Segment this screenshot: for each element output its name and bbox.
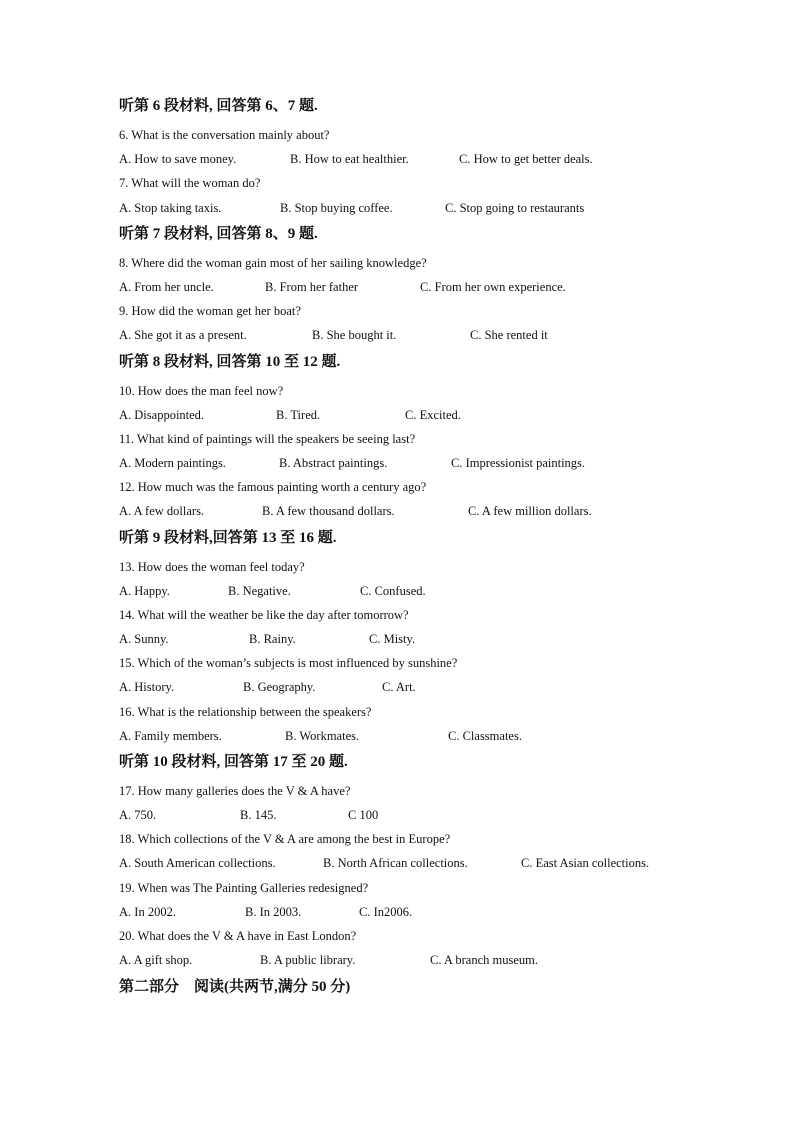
question-20: 20. What does the V & A have in East London? (119, 929, 357, 943)
question-9: 9. How did the woman get her boat? (119, 304, 301, 318)
option-c: C. From her own experience. (420, 280, 566, 294)
option-c: C. Misty. (369, 632, 416, 646)
question-19: 19. When was The Painting Galleries redesigned? (119, 881, 369, 895)
option-a: A. Modern paintings. (119, 456, 226, 470)
question-16: 16. What is the relationship between the speakers? (119, 705, 372, 719)
options-18 (0, 855, 794, 871)
option-a: A. A few dollars. (119, 504, 205, 518)
option-b: B. A few thousand dollars. (262, 504, 395, 518)
options-14 (0, 631, 794, 647)
option-c: C. A few million dollars. (468, 504, 592, 518)
option-a: A. Family members. (119, 729, 222, 743)
option-a: A. History. (119, 680, 175, 694)
option-b: B. From her father (265, 280, 359, 294)
option-a: A. Disappointed. (119, 408, 205, 422)
section-heading: 听第 10 段材料, 回答第 17 至 20 题. (119, 754, 348, 770)
options-6 (0, 151, 794, 167)
option-a: A. How to save money. (119, 152, 237, 166)
options-7 (0, 200, 794, 216)
options-9 (0, 327, 794, 343)
option-c: C. Impressionist paintings. (451, 456, 586, 470)
option-c: C. How to get better deals. (459, 152, 593, 166)
option-b: B. Tired. (276, 408, 321, 422)
part-two-heading: 第二部分 阅读(共两节,满分 50 分) (119, 979, 351, 995)
section-heading: 听第 7 段材料, 回答第 8、9 题. (119, 226, 318, 242)
option-a: A. From her uncle. (119, 280, 214, 294)
question-15: 15. Which of the woman’s subjects is most influenced by sunshine? (119, 656, 458, 670)
question-12: 12. How much was the famous painting worth a century ago? (119, 480, 427, 494)
option-b: B. Rainy. (249, 632, 296, 646)
options-8 (0, 279, 794, 295)
options-16 (0, 728, 794, 744)
question-13: 13. How does the woman feel today? (119, 560, 305, 574)
options-10 (0, 407, 794, 423)
section-heading: 听第 9 段材料,回答第 13 至 16 题. (119, 530, 337, 546)
option-c: C. East Asian collections. (521, 856, 650, 870)
question-11: 11. What kind of paintings will the speakers be seeing last? (119, 432, 416, 446)
option-b: B. Geography. (243, 680, 316, 694)
option-c: C. In2006. (359, 905, 413, 919)
question-10: 10. How does the man feel now? (119, 384, 284, 398)
question-18: 18. Which collections of the V & A are among the best in Europe? (119, 832, 451, 846)
options-20 (0, 952, 794, 968)
option-b: B. 145. (240, 808, 277, 822)
option-a: A. Stop taking taxis. (119, 201, 222, 215)
option-a: A. In 2002. (119, 905, 176, 919)
option-b: B. North African collections. (323, 856, 468, 870)
section-heading: 听第 6 段材料, 回答第 6、7 题. (119, 98, 318, 114)
option-a: A. 750. (119, 808, 157, 822)
option-c: C. Art. (382, 680, 416, 694)
option-a: A. She got it as a present. (119, 328, 247, 342)
option-c: C. A branch museum. (430, 953, 538, 967)
option-b: B. In 2003. (245, 905, 302, 919)
option-c: C. Classmates. (448, 729, 522, 743)
question-14: 14. What will the weather be like the day after tomorrow? (119, 608, 409, 622)
option-b: B. Workmates. (285, 729, 360, 743)
option-a: A. A gift shop. (119, 953, 193, 967)
option-b: B. Negative. (228, 584, 291, 598)
options-11 (0, 455, 794, 471)
option-b: B. A public library. (260, 953, 356, 967)
options-13 (0, 583, 794, 599)
question-7: 7. What will the woman do? (119, 176, 261, 190)
question-8: 8. Where did the woman gain most of her sailing knowledge? (119, 256, 427, 270)
option-c: C. Excited. (405, 408, 461, 422)
section-heading: 听第 8 段材料, 回答第 10 至 12 题. (119, 354, 341, 370)
option-c: C 100 (348, 808, 379, 822)
option-a: A. Sunny. (119, 632, 169, 646)
option-b: B. She bought it. (312, 328, 397, 342)
options-17 (0, 807, 794, 823)
options-19 (0, 904, 794, 920)
option-a: A. South American collections. (119, 856, 276, 870)
option-c: C. Confused. (360, 584, 426, 598)
option-b: B. Abstract paintings. (279, 456, 388, 470)
option-b: B. How to eat healthier. (290, 152, 409, 166)
option-c: C. She rented it (470, 328, 548, 342)
options-15 (0, 679, 794, 695)
question-17: 17. How many galleries does the V & A have? (119, 784, 351, 798)
option-b: B. Stop buying coffee. (280, 201, 393, 215)
option-c: C. Stop going to restaurants (445, 201, 585, 215)
option-a: A. Happy. (119, 584, 170, 598)
options-12 (0, 503, 794, 519)
question-6: 6. What is the conversation mainly about? (119, 128, 330, 142)
